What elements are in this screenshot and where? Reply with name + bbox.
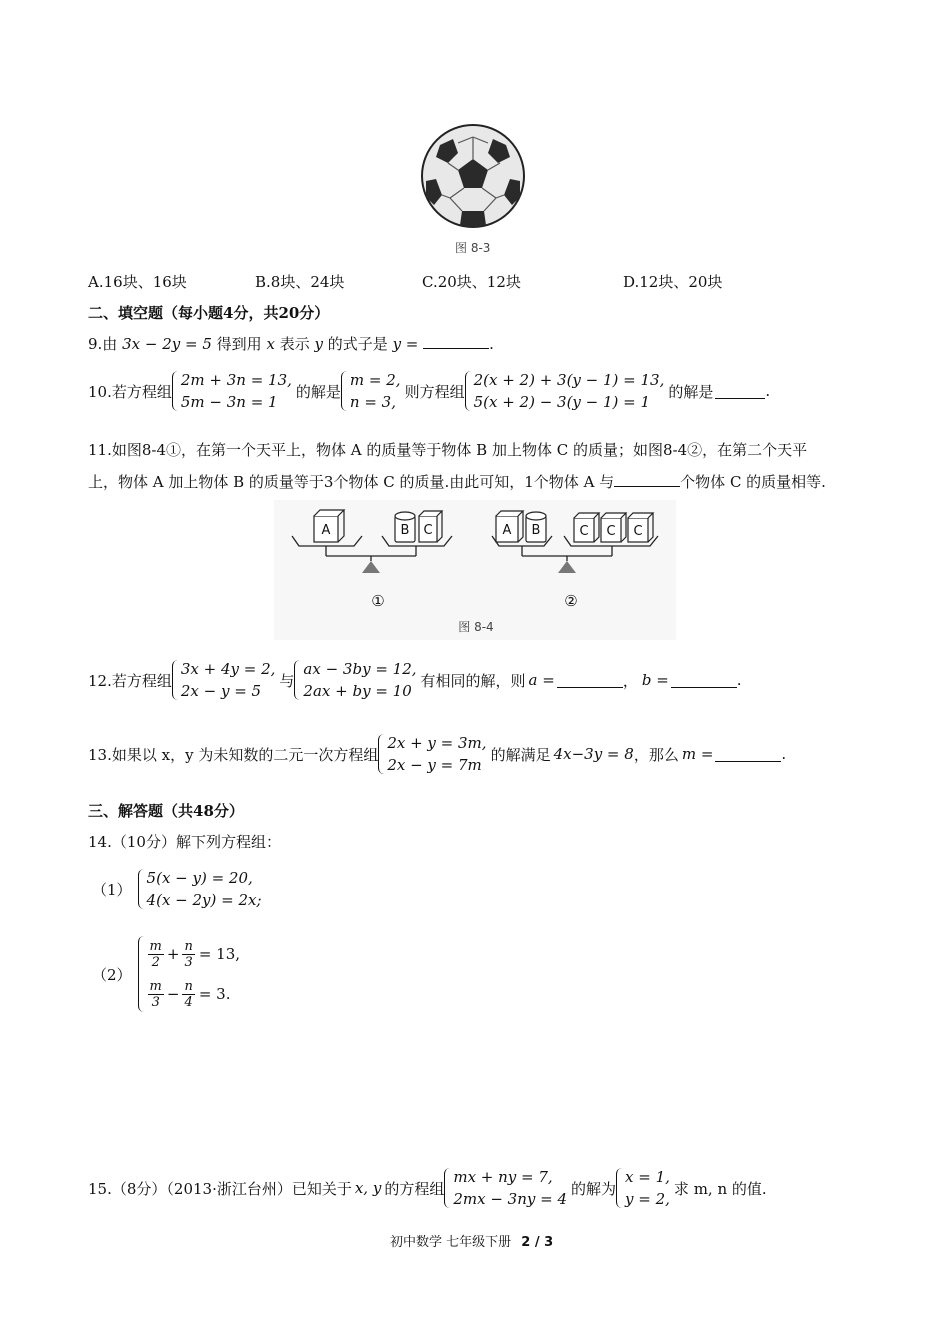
box-label-c1: C <box>423 523 433 538</box>
q8-option-b: B.8块、24块 <box>255 273 345 291</box>
figure-label-1: ① <box>371 592 385 610</box>
question-9: 9.由 3x − 2y = 5 得到用 x 表示 y 的式子是 y = . <box>88 335 494 353</box>
box-label-c2: C <box>579 524 589 539</box>
q13-system: 2x + y = 3m, 2x − y = 7m <box>378 732 486 776</box>
soccer-ball-icon <box>420 123 526 229</box>
q13-answer-blank <box>715 747 781 762</box>
box-label-c4: C <box>633 524 643 539</box>
box-label-a1: A <box>321 523 331 538</box>
q9-equation: 3x − 2y = 5 <box>122 335 212 353</box>
q12-a-blank <box>557 673 623 688</box>
figure-8-4-caption: 图 8-4 <box>458 620 494 634</box>
q8-option-d: D.12块、20块 <box>623 273 723 291</box>
q11-answer-blank <box>614 472 680 487</box>
box-label-b1: B <box>400 523 410 538</box>
balance-figure <box>274 500 676 640</box>
box-label-c3: C <box>606 524 616 539</box>
q9-answer-blank <box>423 334 489 349</box>
page-number: 2 / 3 <box>521 1235 554 1250</box>
figure-label-2: ② <box>564 592 578 610</box>
page-footer <box>390 1231 553 1250</box>
question-11-line-2: 上，物体 A 加上物体 B 的质量等于3个物体 C 的质量.由此可知，1个物体 A 与 个物体 C 的质量相等. <box>88 473 826 491</box>
q12-b-blank <box>671 673 737 688</box>
q10-system-2: m = 2, n = 3, <box>341 369 401 413</box>
q8-option-a: A.16块、16块 <box>88 273 187 291</box>
section-2-title: 二、填空题（每小题4分，共20分） <box>88 304 330 322</box>
section-3-title: 三、解答题（共48分） <box>88 802 244 820</box>
question-15: 15.（8分）（2013·浙江台州）已知关于 x, y 的方程组 mx + ny = 7, 2mx − 3ny = 4 的解为 x = 1, y = 2, 求 m, n 的值. <box>88 1168 767 1208</box>
q14-system-2: $\frac{m}{2}$ + $\frac{n}{3}$ = 13, $\frac{m}{3}$ − $\frac{n}{4}$ = 3. <box>138 934 240 1014</box>
q15-system-2: x = 1, y = 2, <box>616 1166 670 1210</box>
figure-8-3-caption: 图 8-3 <box>455 241 491 255</box>
question-14-part-1: （1） 5(x − y) = 20, 4(x − 2y) = 2x; <box>92 869 262 909</box>
q12-system-2: ax − 3by = 12, 2ax + by = 10 <box>294 658 416 702</box>
question-14-part-2: （2） $\frac{m}{2}$ + $\frac{n}{3}$ = 13, $\frac{m}{3}$ − $\frac{n}{4}$ = 3. <box>92 934 240 1014</box>
balance-scales-icon <box>274 500 676 640</box>
soccer-ball-figure <box>420 123 526 229</box>
question-12: 12.若方程组 3x + 4y = 2, 2x − y = 5 与 ax − 3by = 12, 2ax + by = 10 有相同的解，则 a = ， b = . <box>88 660 742 700</box>
q8-option-c: C.20块、12块 <box>422 273 521 291</box>
box-label-b2: B <box>531 523 541 538</box>
question-14-title: 14.（10分）解下列方程组： <box>88 833 281 851</box>
question-10: 10.若方程组 2m + 3n = 13, 5m − 3n = 1 的解是 m = 2, n = 3, 则方程组 2(x + 2) + 3(y − 1) = 13, 5(x + 2) − 3(y − 1) = 1 的解是 . <box>88 371 771 411</box>
q10-system-3: 2(x + 2) + 3(y − 1) = 13, 5(x + 2) − 3(y − 1) = 1 <box>465 369 665 413</box>
footer-text: 初中数学 七年级下册 <box>390 1235 512 1250</box>
q10-system-1: 2m + 3n = 13, 5m − 3n = 1 <box>172 369 292 413</box>
q15-system-1: mx + ny = 7, 2mx − 3ny = 4 <box>444 1166 567 1210</box>
box-label-a2: A <box>502 523 512 538</box>
question-13: 13.如果以 x，y 为未知数的二元一次方程组 2x + y = 3m, 2x − y = 7m 的解满足 4x−3y = 8 ，那么 m = . <box>88 734 787 774</box>
q14-system-1: 5(x − y) = 20, 4(x − 2y) = 2x; <box>138 867 262 911</box>
q12-system-1: 3x + 4y = 2, 2x − y = 5 <box>172 658 276 702</box>
question-11-line-1: 11.如图8-4①，在第一个天平上，物体 A 的质量等于物体 B 加上物体 C 的质量；如图8-4②，在第二个天平 <box>88 441 808 459</box>
q10-answer-blank <box>715 384 765 399</box>
